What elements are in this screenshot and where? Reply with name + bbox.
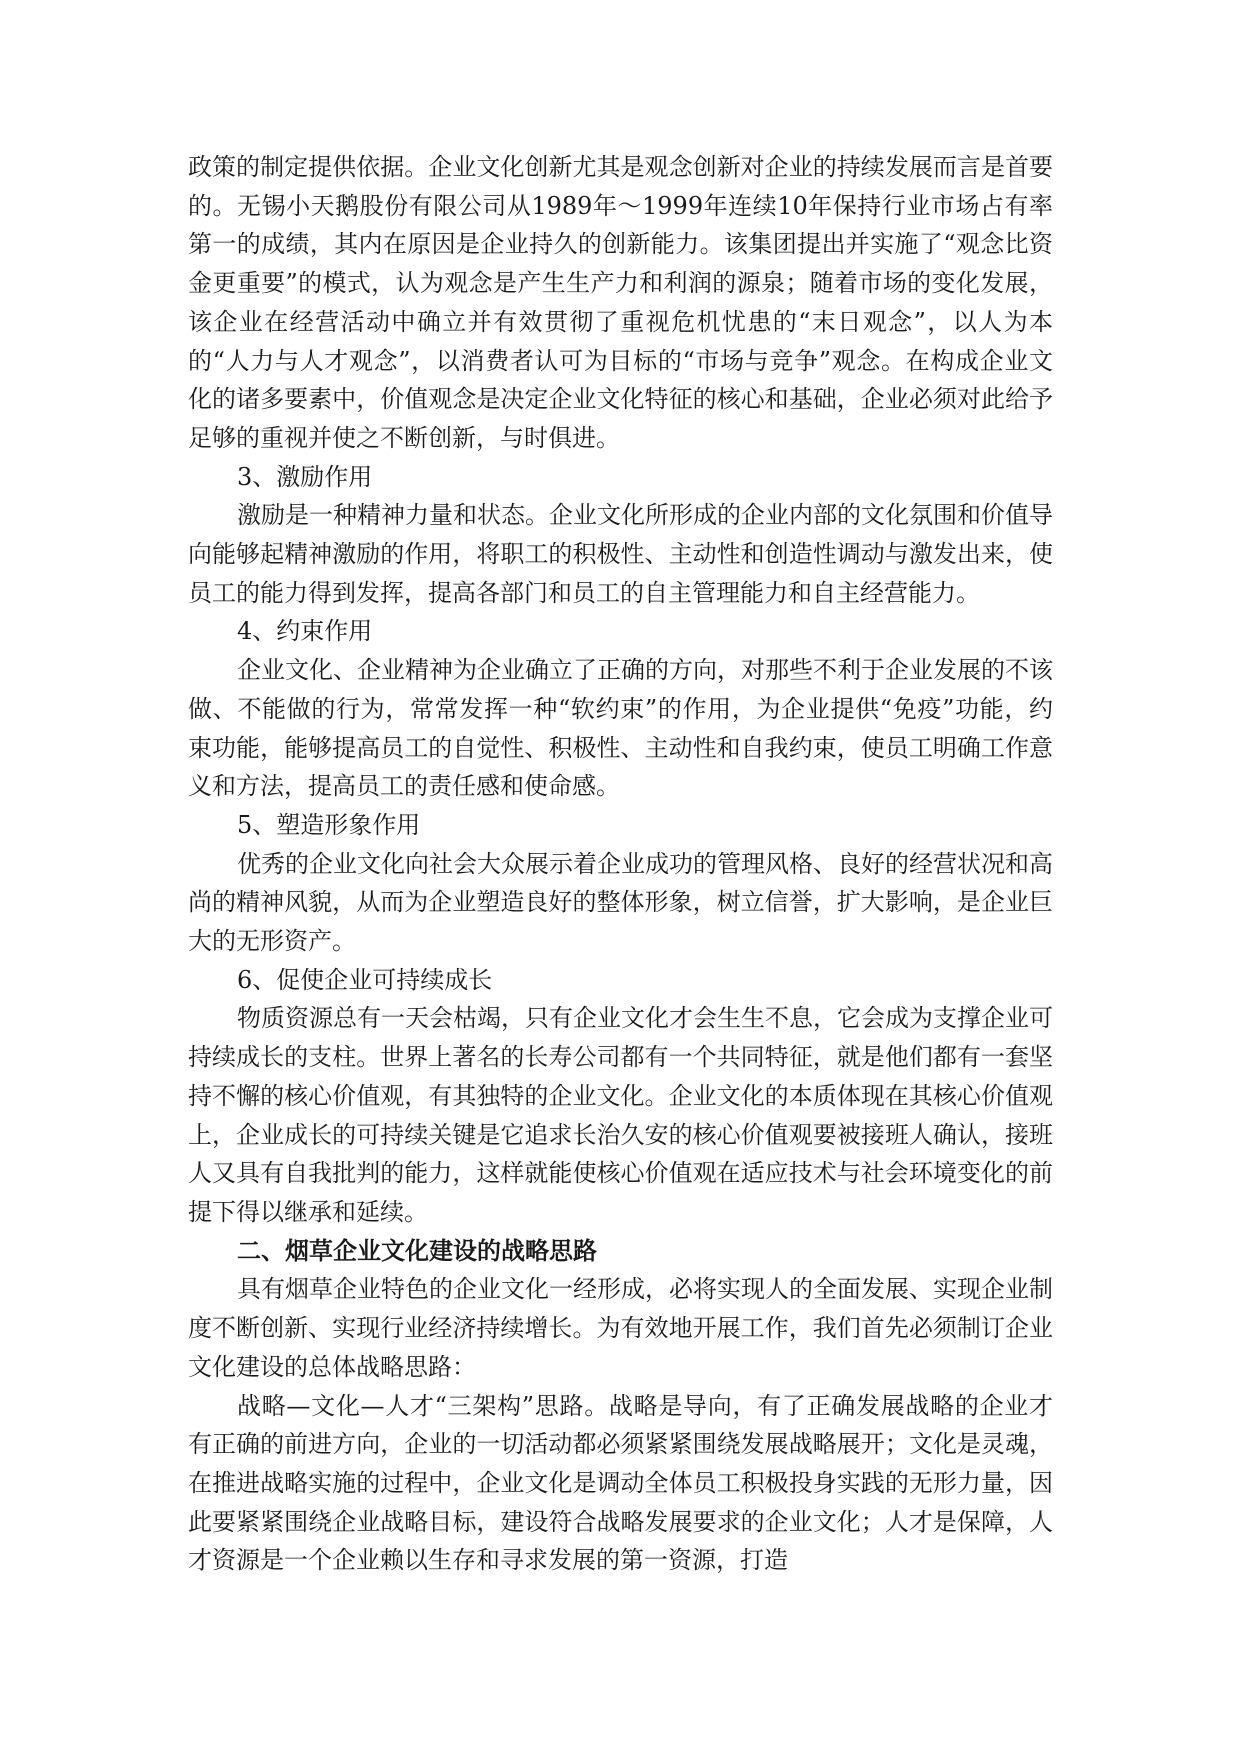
document-body — [188, 148, 1053, 1580]
body-paragraph: 激励是一种精神力量和状态。企业文化所形成的企业内部的文化氛围和价值导向能够起精神激励的作用，将职工的积极性、主动性和创造性调动与激发出来，使员工的能力得到发挥，提高各部门和员工的自主管理能力和自主经营能力。 — [188, 501, 1053, 607]
chapter-heading-strategy: 二、烟草企业文化建设的战略思路 — [237, 1235, 597, 1265]
section-heading-constraint: 4、约束作用 — [237, 617, 373, 646]
body-paragraph: 企业文化、企业精神为企业确立了正确的方向，对那些不利于企业发展的不该做、不能做的行为，常常发挥一种“软约束”的作用，为企业提供“免疫”功能，约束功能，能够提高员工的自觉性、积极性、主动性和自我约束，使员工明确工作意义和方法，提高员工的责任感和使命感。 — [188, 656, 1053, 801]
body-paragraph: 物质资源总有一天会枯竭，只有企业文化才会生生不息，它会成为支撑企业可持续成长的支柱。世界上著名的长寿公司都有一个共同特征，就是他们都有一套坚持不懈的核心价值观，有其独特的企业文化。企业文化的本质体现在其核心价值观上，企业成长的可持续关键是它追求长治久安的核心价值观要被接班人确认，接班人又具有自我批判的能力，这样就能使核心价值观在适应技术与社会环境变化的前提下得以继承和延续。 — [188, 1004, 1053, 1226]
body-paragraph: 战略—文化—人才“三架构”思路。战略是导向，有了正确发展战略的企业才有正确的前进方向，企业的一切活动都必须紧紧围绕发展战略展开；文化是灵魂，在推进战略实施的过程中，企业文化是调动全体员工积极投身实践的无形力量，因此要紧紧围绕企业战略目标，建设符合战略发展要求的企业文化；人才是保障，人才资源是一个企业赖以生存和寻求发展的第一资源，打造 — [188, 1391, 1053, 1575]
section-heading-sustainable-growth: 6、促使企业可持续成长 — [237, 965, 493, 994]
section-heading-incentive: 3、激励作用 — [237, 462, 373, 491]
body-paragraph: 具有烟草企业特色的企业文化一经形成，必将实现人的全面发展、实现企业制度不断创新、实现行业经济持续增长。为有效地开展工作，我们首先必须制订企业文化建设的总体战略思路： — [188, 1275, 1053, 1381]
body-paragraph: 优秀的企业文化向社会大众展示着企业成功的管理风格、良好的经营状况和高尚的精神风貌，从而为企业塑造良好的整体形象，树立信誉，扩大影响，是企业巨大的无形资产。 — [188, 849, 1053, 956]
body-paragraph: 政策的制定提供依据。企业文化创新尤其是观念创新对企业的持续发展而言是首要的。无锡小天鹅股份有限公司从1989年～1999年连续10年保持行业市场占有率第一的成绩，其内在原因是企业持久的创新能力。该集团提出并实施了“观念比资金更重要”的模式，认为观念是产生生产力和利润的源泉；随着市场的变化发展，该企业在经营活动中确立并有效贯彻了重视危机忧患的“末日观念”，以人为本的“人力与人才观念”，以消费者认可为目标的“市场与竞争”观念。在构成企业文化的诸多要素中，价值观念是决定企业文化特征的核心和基础，企业必须对此给予足够的重视并使之不断创新，与时俱进。 — [188, 153, 1053, 452]
section-heading-image: 5、塑造形象作用 — [237, 810, 421, 839]
